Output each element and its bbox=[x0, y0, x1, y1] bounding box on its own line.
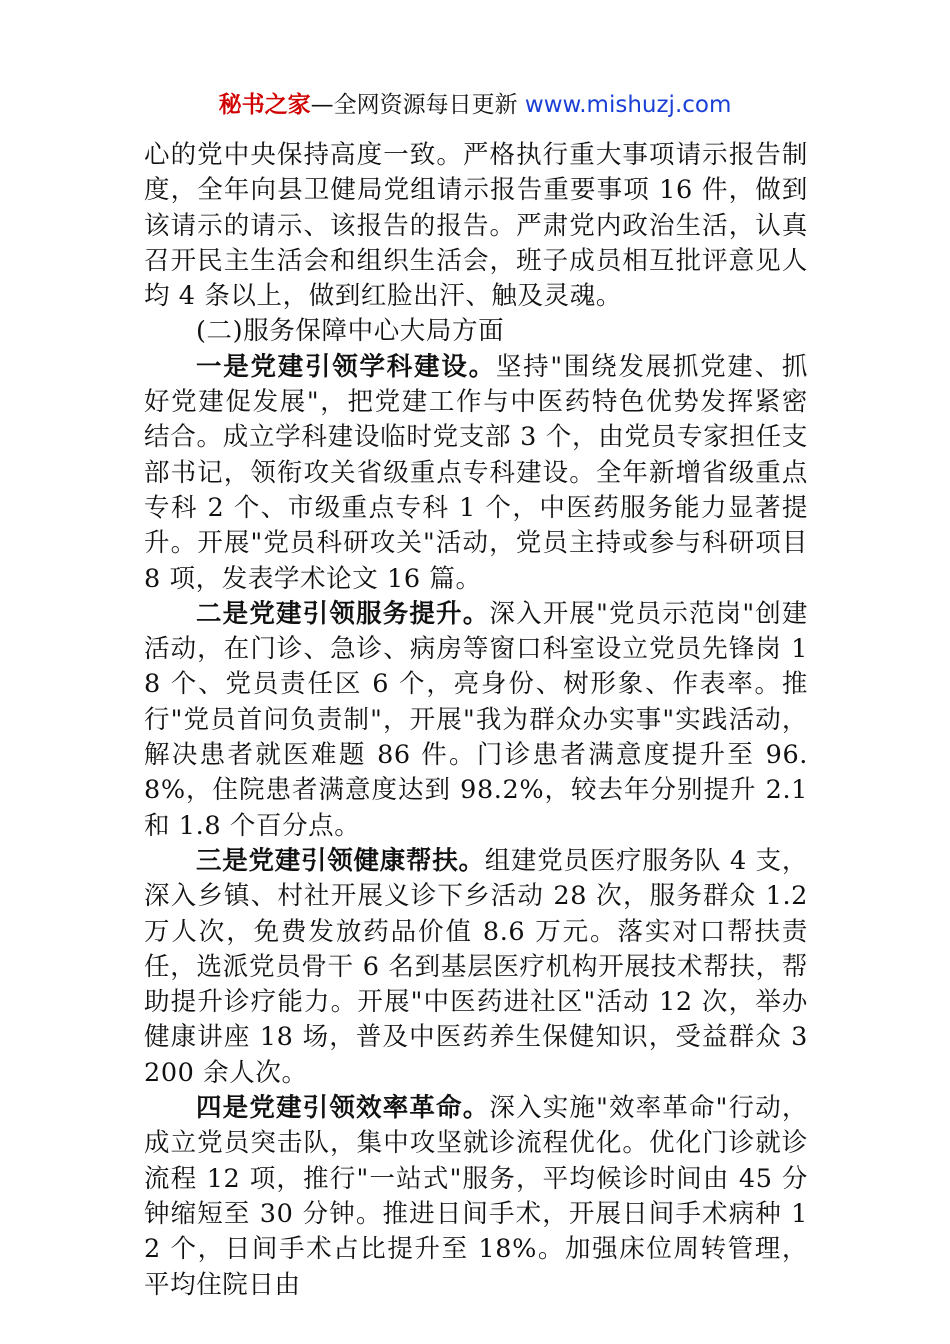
paragraph-lead: 四是党建引领效率革命。 bbox=[196, 1093, 490, 1124]
paragraph-service-improvement bbox=[144, 597, 808, 844]
header-url-link[interactable]: www.mishuzj.com bbox=[524, 92, 732, 118]
header-separator: —全网资源每日更新 bbox=[310, 92, 525, 118]
section-heading bbox=[144, 314, 808, 349]
paragraph-lead: 一是党建引领学科建设。 bbox=[196, 351, 496, 382]
paragraph-efficiency-revolution bbox=[144, 1091, 808, 1303]
paragraph-text: 组建党员医疗服务队 4 支，深入乡镇、村社开展义诊下乡活动 28 次，服务群众 1.2 万人次，免费发放药品价值 8.6 万元。落实对口帮扶责任，选派党员骨干 6 名到基层医疗机构开展技术帮扶，帮助提升诊疗能力。开展"中医药进社区"活动 12 次，举办健康讲座 18 场，普及中医药养生保健知识，受益群众 3200 余人次。 bbox=[144, 845, 808, 1088]
paragraph-continuation bbox=[144, 138, 808, 314]
section-heading-text: (二)服务保障中心大局方面 bbox=[196, 316, 505, 347]
document-body bbox=[144, 138, 808, 1303]
paragraph-lead: 二是党建引领服务提升。 bbox=[196, 598, 490, 629]
paragraph-health-assistance bbox=[144, 844, 808, 1091]
paragraph-text: 深入开展"党员示范岗"创建活动，在门诊、急诊、病房等窗口科室设立党员先锋岗 18 个、党员责任区 6 个，亮身份、树形象、作表率。推行"党员首问负责制"，开展"我为群众办实事"实践活动，解决患者就医难题 86 件。门诊患者满意度提升至 96.8%，住院患者满意度达到 98.2%，较去年分别提升 2.1 和 1.8 个百分点。 bbox=[144, 598, 808, 841]
paragraph-text: 心的党中央保持高度一致。严格执行重大事项请示报告制度，全年向县卫健局党组请示报告重要事项 16 件，做到该请示的请示、该报告的报告。严肃党内政治生活，认真召开民主生活会和组织生活会，班子成员相互批评意见人均 4 条以上，做到红脸出汗、触及灵魂。 bbox=[144, 140, 808, 312]
paragraph-text: 深入实施"效率革命"行动，成立党员突击队，集中攻坚就诊流程优化。优化门诊就诊流程 12 项，推行"一站式"服务，平均候诊时间由 45 分钟缩短至 30 分钟。推进日间手术，开展日间手术病种 12 个，日间手术占比提升至 18%。加强床位周转管理，平均住院日由 bbox=[144, 1093, 808, 1300]
paragraph-lead: 三是党建引领健康帮扶。 bbox=[196, 845, 485, 876]
header-brand: 秘书之家 bbox=[218, 92, 311, 118]
page-header bbox=[0, 88, 950, 122]
paragraph-discipline-building bbox=[144, 350, 808, 597]
paragraph-text: 坚持"围绕发展抓党建、抓好党建促发展"，把党建工作与中医药特色优势发挥紧密结合。成立学科建设临时党支部 3 个，由党员专家担任支部书记，领衔攻关省级重点专科建设。全年新增省级重点专科 2 个、市级重点专科 1 个，中医药服务能力显著提升。开展"党员科研攻关"活动，党员主持或参与科研项目 8 项，发表学术论文 16 篇。 bbox=[144, 351, 808, 594]
